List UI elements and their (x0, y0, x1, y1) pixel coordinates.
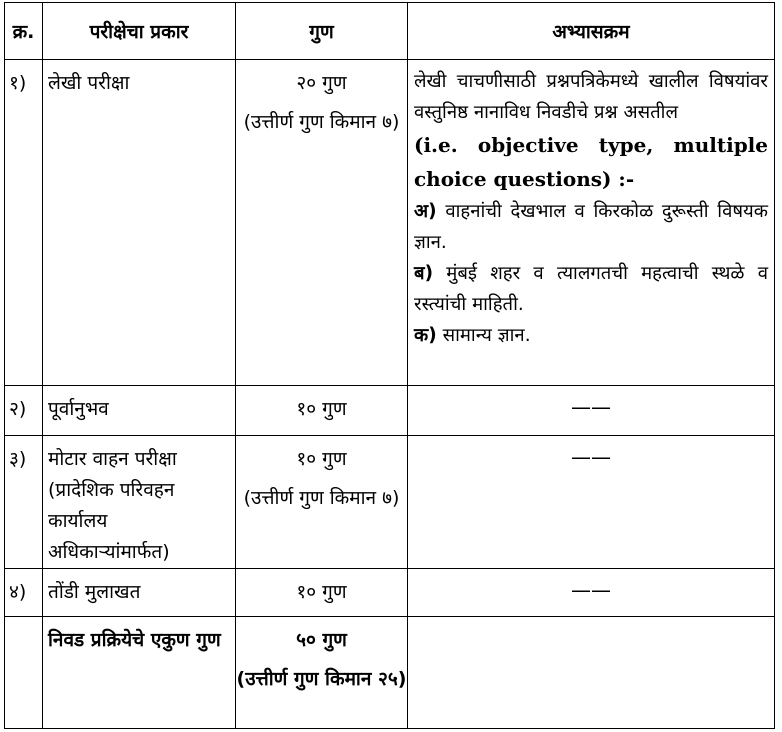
marks-value: २० गुण (296, 72, 347, 94)
table-row (5, 569, 775, 617)
row-exam-type: पूर्वानुभव (48, 398, 109, 420)
header-marks: गुण (236, 3, 408, 60)
header-exam-type: परीक्षेचा प्रकार (43, 3, 236, 60)
row-exam-type: लेखी परीक्षा (48, 72, 130, 94)
total-marks (236, 617, 407, 695)
row-syllabus (408, 60, 774, 351)
header-serial-no: क्र. (5, 3, 43, 60)
row-exam-type: तोंडी मुलाखत (48, 581, 141, 603)
syllabus-english-note: (i.e. objective type, multiple choice questions) :- (414, 133, 768, 191)
row-serial-no: ३) (9, 448, 27, 470)
total-label: निवड प्रक्रियेचे एकुण गुण (48, 629, 221, 651)
header-syllabus: अभ्यासक्रम (408, 3, 775, 60)
table-row (5, 386, 775, 436)
marks-value: १० गुण (296, 448, 347, 470)
row-syllabus: —— (571, 578, 611, 602)
row-syllabus: —— (571, 445, 611, 469)
row-marks (236, 60, 407, 138)
row-serial-no: १) (9, 72, 27, 94)
table-row (5, 436, 775, 569)
table-header-row (5, 3, 775, 60)
row-exam-type: मोटार वाहन परीक्षा (प्रादेशिक परिवहन कार्यालय अधिकाऱ्यांमार्फत) (48, 448, 177, 563)
table-row (5, 60, 775, 386)
row-marks: १० गुण (296, 398, 347, 420)
row-marks: १० गुण (296, 581, 347, 603)
empty-syllabus-cell (408, 617, 775, 729)
syllabus-intro: लेखी चाचणीसाठी प्रश्नपत्रिकेमध्ये खालील विषयांवर वस्तुनिष्ठ नानाविध निवडीचे प्रश्न असतील (414, 71, 768, 123)
passing-marks: (उत्तीर्ण गुण किमान २५) (236, 668, 407, 690)
marks-value: ५० गुण (296, 629, 347, 651)
row-serial-no: २) (9, 398, 27, 420)
empty-serial-cell (5, 617, 43, 729)
syllabus-item-b: ब) मुंबई शहर व त्यालगतची महत्वाची स्थळे व रस्त्यांची माहिती. (414, 263, 768, 315)
passing-marks: (उत्तीर्ण गुण किमान ७) (243, 487, 400, 509)
row-marks (236, 436, 407, 514)
syllabus-item-a: अ) वाहनांची देखभाल व किरकोळ दुरूस्ती विषयक ज्ञान. (414, 201, 768, 253)
syllabus-item-c: क) सामान्य ज्ञान. (414, 325, 531, 346)
table-total-row (5, 617, 775, 729)
row-syllabus: —— (571, 395, 611, 419)
passing-marks: (उत्तीर्ण गुण किमान ७) (243, 111, 400, 133)
row-serial-no: ४) (9, 581, 27, 603)
exam-table (4, 2, 775, 729)
